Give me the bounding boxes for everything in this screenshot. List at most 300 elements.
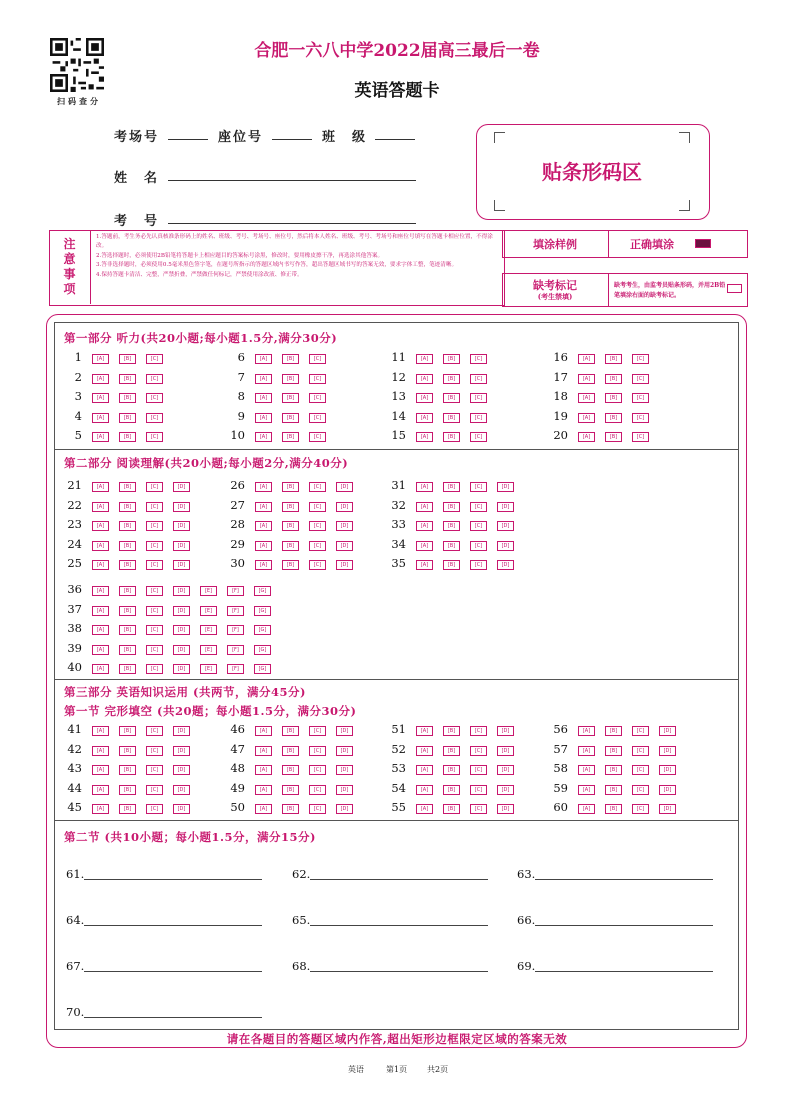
answer-bubble-d[interactable]: [D]	[497, 560, 514, 570]
answer-bubble-d[interactable]: [D]	[497, 804, 514, 814]
answer-bubble-c[interactable]: [C]	[470, 746, 487, 756]
answer-bubble-b[interactable]: [B]	[443, 393, 460, 403]
answer-bubble-b[interactable]: [B]	[119, 586, 136, 596]
answer-bubble-b[interactable]: [B]	[605, 765, 622, 775]
answer-bubble-a[interactable]: [A]	[255, 785, 272, 795]
question-number: 12	[391, 369, 406, 384]
answer-bubble-a[interactable]: [A]	[255, 393, 272, 403]
answer-bubble-c[interactable]: [C]	[632, 374, 649, 384]
question-number: 37	[67, 601, 82, 616]
answer-bubble-d[interactable]: [D]	[173, 625, 190, 635]
exam-no-label: 考 号	[114, 214, 160, 229]
answer-bubble-b[interactable]: [B]	[282, 746, 299, 756]
answer-bubble-a[interactable]: [A]	[255, 432, 272, 442]
answer-bubble-c[interactable]: [C]	[146, 354, 163, 364]
answer-bubble-b[interactable]: [B]	[443, 560, 460, 570]
fill-correct-label: 正确填涂	[630, 238, 674, 251]
answer-bubble-c[interactable]: [C]	[146, 664, 163, 674]
part3-section2-title: 第二节 (共10小题；每小题1.5分，满分15分)	[64, 830, 316, 844]
answer-bubble-c[interactable]: [C]	[146, 785, 163, 795]
answer-bubble-a[interactable]: [A]	[92, 586, 109, 596]
blank-line[interactable]	[535, 925, 713, 926]
answer-bubble-a[interactable]: [A]	[92, 645, 109, 655]
answer-bubble-c[interactable]: [C]	[632, 804, 649, 814]
answer-bubble-c[interactable]: [C]	[146, 482, 163, 492]
answer-bubble-g[interactable]: [G]	[254, 625, 271, 635]
answer-bubble-c[interactable]: [C]	[146, 804, 163, 814]
answer-bubble-c[interactable]: [C]	[470, 482, 487, 492]
answer-bubble-c[interactable]: [C]	[309, 374, 326, 384]
question-number: 7	[237, 369, 245, 384]
section-divider	[54, 449, 738, 450]
answer-bubble-a[interactable]: [A]	[92, 726, 109, 736]
blank-line[interactable]	[84, 971, 262, 972]
answer-bubble-b[interactable]: [B]	[119, 521, 136, 531]
answer-bubble-c[interactable]: [C]	[309, 393, 326, 403]
answer-bubble-c[interactable]: [C]	[146, 625, 163, 635]
answer-bubble-a[interactable]: [A]	[578, 726, 595, 736]
answer-bubble-a[interactable]: [A]	[416, 354, 433, 364]
answer-bubble-c[interactable]: [C]	[470, 521, 487, 531]
blank-line[interactable]	[535, 971, 713, 972]
answer-bubble-d[interactable]: [D]	[497, 785, 514, 795]
blank-line[interactable]	[310, 971, 488, 972]
answer-bubble-a[interactable]: [A]	[416, 765, 433, 775]
notice-item: 3.答非选择题时，必须使用0.5毫米黑色签字笔，在题号所指示的答题区域内书写作答，超出答题区域书写的答案无效，要求字体工整，笔迹清晰。	[96, 262, 458, 269]
answer-bubble-b[interactable]: [B]	[443, 521, 460, 531]
answer-bubble-d[interactable]: [D]	[173, 804, 190, 814]
answer-bubble-a[interactable]: [A]	[416, 726, 433, 736]
answer-bubble-c[interactable]: [C]	[309, 746, 326, 756]
exam-room-line[interactable]	[168, 139, 208, 140]
section-divider	[54, 679, 738, 680]
answer-bubble-d[interactable]: [D]	[336, 521, 353, 531]
answer-bubble-a[interactable]: [A]	[92, 374, 109, 384]
answer-bubble-d[interactable]: [D]	[336, 746, 353, 756]
answer-bubble-b[interactable]: [B]	[443, 765, 460, 775]
answer-bubble-b[interactable]: [B]	[282, 765, 299, 775]
answer-bubble-b[interactable]: [B]	[282, 785, 299, 795]
answer-bubble-b[interactable]: [B]	[282, 374, 299, 384]
answer-bubble-d[interactable]: [D]	[173, 664, 190, 674]
answer-bubble-a[interactable]: [A]	[578, 746, 595, 756]
answer-bubble-a[interactable]: [A]	[578, 432, 595, 442]
answer-bubble-a[interactable]: [A]	[578, 374, 595, 384]
answer-bubble-b[interactable]: [B]	[282, 482, 299, 492]
answer-bubble-a[interactable]: [A]	[416, 432, 433, 442]
answer-bubble-a[interactable]: [A]	[416, 393, 433, 403]
answer-bubble-c[interactable]: [C]	[146, 541, 163, 551]
answer-bubble-f[interactable]: [F]	[227, 645, 244, 655]
answer-bubble-b[interactable]: [B]	[605, 413, 622, 423]
answer-bubble-c[interactable]: [C]	[470, 413, 487, 423]
answer-bubble-a[interactable]: [A]	[255, 765, 272, 775]
answer-bubble-a[interactable]: [A]	[255, 804, 272, 814]
part3-title: 第三部分 英语知识运用 (共两节，满分45分)	[64, 685, 306, 699]
answer-bubble-b[interactable]: [B]	[282, 541, 299, 551]
blank-line[interactable]	[310, 925, 488, 926]
answer-bubble-a[interactable]: [A]	[416, 413, 433, 423]
question-number: 42	[67, 741, 82, 756]
answer-bubble-a[interactable]: [A]	[92, 560, 109, 570]
question-number: 49	[230, 780, 245, 795]
answer-bubble-d[interactable]: [D]	[497, 746, 514, 756]
boundary-warning: 请在各题目的答题区域内作答,超出矩形边框限定区域的答案无效	[226, 1032, 568, 1046]
answer-bubble-b[interactable]: [B]	[119, 726, 136, 736]
answer-bubble-a[interactable]: [A]	[255, 413, 272, 423]
name-line[interactable]	[168, 180, 416, 181]
answer-bubble-c[interactable]: [C]	[470, 765, 487, 775]
answer-bubble-d[interactable]: [D]	[336, 482, 353, 492]
question-number: 11	[391, 350, 406, 364]
answer-bubble-b[interactable]: [B]	[605, 354, 622, 364]
answer-bubble-a[interactable]: [A]	[578, 785, 595, 795]
answer-bubble-c[interactable]: [C]	[309, 541, 326, 551]
answer-bubble-d[interactable]: [D]	[173, 521, 190, 531]
notice-item: 2.答选择题时，必须使用2B铅笔将答题卡上相应题目的答案标号涂黑，修改时，要用橡皮擦干净，再选涂其他答案。	[96, 252, 384, 259]
question-number: 40	[67, 660, 82, 674]
answer-bubble-c[interactable]: [C]	[309, 482, 326, 492]
answer-bubble-a[interactable]: [A]	[416, 785, 433, 795]
answer-bubble-d[interactable]: [D]	[173, 746, 190, 756]
answer-bubble-a[interactable]: [A]	[92, 413, 109, 423]
answer-bubble-c[interactable]: [C]	[146, 645, 163, 655]
answer-bubble-a[interactable]: [A]	[255, 541, 272, 551]
answer-bubble-a[interactable]: [A]	[255, 354, 272, 364]
answer-bubble-c[interactable]: [C]	[146, 586, 163, 596]
answer-bubble-b[interactable]: [B]	[605, 432, 622, 442]
question-number: 50	[230, 800, 245, 814]
question-number: 32	[391, 497, 406, 512]
notice-label: 注 意 事 项	[49, 230, 91, 304]
answer-bubble-b[interactable]: [B]	[119, 560, 136, 570]
answer-bubble-c[interactable]: [C]	[309, 354, 326, 364]
question-number: 24	[67, 536, 82, 551]
answer-bubble-d[interactable]: [D]	[336, 785, 353, 795]
blank-line[interactable]	[84, 879, 262, 880]
answer-bubble-c[interactable]: [C]	[146, 502, 163, 512]
answer-bubble-b[interactable]: [B]	[443, 502, 460, 512]
answer-bubble-g[interactable]: [G]	[254, 606, 271, 616]
answer-bubble-a[interactable]: [A]	[255, 521, 272, 531]
answer-bubble-b[interactable]: [B]	[282, 413, 299, 423]
answer-bubble-a[interactable]: [A]	[416, 804, 433, 814]
answer-bubble-c[interactable]: [C]	[632, 726, 649, 736]
answer-bubble-d[interactable]: [D]	[497, 765, 514, 775]
footer-page: 第1页	[386, 1065, 408, 1074]
answer-bubble-c[interactable]: [C]	[470, 502, 487, 512]
answer-bubble-d[interactable]: [D]	[659, 785, 676, 795]
answer-bubble-a[interactable]: [A]	[92, 664, 109, 674]
answer-bubble-f[interactable]: [F]	[227, 586, 244, 596]
answer-bubble-d[interactable]: [D]	[173, 606, 190, 616]
sheet-title: 英语答题卡	[354, 81, 440, 101]
answer-bubble-b[interactable]: [B]	[119, 393, 136, 403]
answer-bubble-g[interactable]: [G]	[254, 664, 271, 674]
blank-number: 65.	[292, 913, 311, 927]
answer-bubble-d[interactable]: [D]	[336, 502, 353, 512]
question-number: 51	[391, 722, 406, 736]
answer-bubble-b[interactable]: [B]	[443, 374, 460, 384]
notice-text	[96, 233, 500, 280]
answer-bubble-b[interactable]: [B]	[119, 765, 136, 775]
answer-bubble-a[interactable]: [A]	[416, 746, 433, 756]
answer-bubble-b[interactable]: [B]	[119, 354, 136, 364]
answer-bubble-d[interactable]: [D]	[173, 726, 190, 736]
class-line[interactable]	[375, 139, 415, 140]
answer-bubble-e[interactable]: [E]	[200, 664, 217, 674]
answer-bubble-a[interactable]: [A]	[416, 560, 433, 570]
blank-line[interactable]	[535, 879, 713, 880]
answer-bubble-c[interactable]: [C]	[632, 765, 649, 775]
question-number: 58	[553, 761, 568, 775]
answer-bubble-a[interactable]: [A]	[92, 746, 109, 756]
answer-bubble-c[interactable]: [C]	[470, 432, 487, 442]
answer-bubble-c[interactable]: [C]	[309, 502, 326, 512]
answer-bubble-d[interactable]: [D]	[173, 645, 190, 655]
answer-bubble-f[interactable]: [F]	[227, 664, 244, 674]
answer-bubble-d[interactable]: [D]	[497, 502, 514, 512]
answer-bubble-b[interactable]: [B]	[605, 785, 622, 795]
answer-bubble-c[interactable]: [C]	[470, 374, 487, 384]
answer-bubble-b[interactable]: [B]	[282, 502, 299, 512]
answer-bubble-a[interactable]: [A]	[92, 606, 109, 616]
answer-bubble-c[interactable]: [C]	[632, 785, 649, 795]
answer-bubble-b[interactable]: [B]	[119, 502, 136, 512]
answer-bubble-a[interactable]: [A]	[92, 482, 109, 492]
answer-bubble-c[interactable]: [C]	[632, 432, 649, 442]
answer-bubble-a[interactable]: [A]	[92, 785, 109, 795]
answer-bubble-b[interactable]: [B]	[282, 560, 299, 570]
answer-bubble-a[interactable]: [A]	[416, 502, 433, 512]
answer-bubble-a[interactable]: [A]	[92, 432, 109, 442]
answer-bubble-a[interactable]: [A]	[416, 541, 433, 551]
answer-bubble-d[interactable]: [D]	[173, 482, 190, 492]
answer-bubble-b[interactable]: [B]	[605, 804, 622, 814]
answer-bubble-a[interactable]: [A]	[92, 541, 109, 551]
answer-bubble-b[interactable]: [B]	[443, 785, 460, 795]
answer-bubble-a[interactable]: [A]	[92, 502, 109, 512]
answer-bubble-a[interactable]: [A]	[255, 502, 272, 512]
answer-bubble-b[interactable]: [B]	[605, 726, 622, 736]
answer-bubble-b[interactable]: [B]	[443, 354, 460, 364]
answer-bubble-b[interactable]: [B]	[119, 482, 136, 492]
answer-bubble-c[interactable]: [C]	[146, 560, 163, 570]
answer-bubble-d[interactable]: [D]	[173, 541, 190, 551]
question-number: 59	[553, 780, 568, 795]
blank-line[interactable]	[84, 1017, 262, 1018]
answer-bubble-a[interactable]: [A]	[92, 765, 109, 775]
answer-bubble-b[interactable]: [B]	[282, 393, 299, 403]
answer-bubble-g[interactable]: [G]	[254, 645, 271, 655]
answer-bubble-d[interactable]: [D]	[336, 541, 353, 551]
answer-bubble-a[interactable]: [A]	[255, 482, 272, 492]
answer-bubble-a[interactable]: [A]	[578, 354, 595, 364]
question-number: 57	[553, 741, 568, 756]
answer-bubble-c[interactable]: [C]	[309, 521, 326, 531]
answer-bubble-b[interactable]: [B]	[443, 541, 460, 551]
answer-bubble-e[interactable]: [E]	[200, 606, 217, 616]
answer-bubble-c[interactable]: [C]	[146, 413, 163, 423]
answer-bubble-b[interactable]: [B]	[119, 746, 136, 756]
fill-sample-label: 填涂样例	[533, 238, 577, 251]
question-number: 8	[237, 389, 245, 403]
answer-bubble-b[interactable]: [B]	[119, 374, 136, 384]
answer-bubble-c[interactable]: [C]	[146, 521, 163, 531]
answer-bubble-a[interactable]: [A]	[255, 746, 272, 756]
answer-bubble-a[interactable]: [A]	[92, 804, 109, 814]
notice-item: 4.保持答题卡清洁、完整，严禁折叠，严禁做任何标记，严禁使用涂改液、修正带。	[96, 271, 303, 278]
answer-bubble-a[interactable]: [A]	[578, 804, 595, 814]
answer-bubble-b[interactable]: [B]	[282, 726, 299, 736]
question-number: 53	[391, 761, 406, 775]
answer-bubble-d[interactable]: [D]	[497, 541, 514, 551]
answer-bubble-b[interactable]: [B]	[443, 482, 460, 492]
answer-bubble-d[interactable]: [D]	[336, 765, 353, 775]
answer-bubble-a[interactable]: [A]	[578, 393, 595, 403]
answer-bubble-e[interactable]: [E]	[200, 645, 217, 655]
name-label: 姓 名	[114, 171, 160, 186]
answer-bubble-b[interactable]: [B]	[443, 726, 460, 736]
part3-section1-title: 第一节 完形填空 (共20题；每小题1.5分，满分30分)	[64, 704, 357, 718]
answer-bubble-b[interactable]: [B]	[119, 413, 136, 423]
answer-bubble-c[interactable]: [C]	[146, 393, 163, 403]
barcode-label: 贴条形码区	[542, 160, 642, 184]
answer-bubble-b[interactable]: [B]	[282, 354, 299, 364]
answer-bubble-d[interactable]: [D]	[173, 560, 190, 570]
answer-bubble-a[interactable]: [A]	[416, 521, 433, 531]
answer-bubble-a[interactable]: [A]	[578, 765, 595, 775]
answer-bubble-d[interactable]: [D]	[659, 804, 676, 814]
blank-number: 62.	[292, 867, 311, 881]
answer-bubble-c[interactable]: [C]	[470, 354, 487, 364]
barcode-corner	[679, 132, 690, 143]
notice-item: 1.答题前，考生务必先认真核准条形码上的姓名、班级、考号、考场号、座位号，然后将本人姓名、班级、考号、考场号和座位号填写在答题卡相应位置，不得涂改。	[96, 234, 493, 250]
answer-bubble-b[interactable]: [B]	[443, 413, 460, 423]
answer-bubble-d[interactable]: [D]	[173, 765, 190, 775]
answer-bubble-a[interactable]: [A]	[92, 625, 109, 635]
answer-bubble-b[interactable]: [B]	[605, 393, 622, 403]
answer-bubble-c[interactable]: [C]	[309, 432, 326, 442]
question-number: 19	[553, 408, 568, 423]
answer-bubble-d[interactable]: [D]	[173, 785, 190, 795]
answer-bubble-b[interactable]: [B]	[443, 746, 460, 756]
answer-bubble-c[interactable]: [C]	[632, 354, 649, 364]
answer-bubble-c[interactable]: [C]	[146, 765, 163, 775]
answer-bubble-b[interactable]: [B]	[119, 804, 136, 814]
answer-bubble-b[interactable]: [B]	[119, 625, 136, 635]
answer-bubble-d[interactable]: [D]	[173, 502, 190, 512]
answer-bubble-a[interactable]: [A]	[255, 560, 272, 570]
answer-bubble-b[interactable]: [B]	[443, 432, 460, 442]
exam-title: 合肥一六八中学2022届高三最后一卷	[254, 41, 540, 61]
answer-bubble-f[interactable]: [F]	[227, 625, 244, 635]
answer-bubble-a[interactable]: [A]	[416, 482, 433, 492]
answer-bubble-a[interactable]: [A]	[578, 413, 595, 423]
answer-bubble-b[interactable]: [B]	[119, 645, 136, 655]
answer-bubble-a[interactable]: [A]	[416, 374, 433, 384]
answer-bubble-c[interactable]: [C]	[146, 374, 163, 384]
answer-bubble-g[interactable]: [G]	[254, 586, 271, 596]
blank-line[interactable]	[84, 925, 262, 926]
answer-bubble-c[interactable]: [C]	[470, 785, 487, 795]
exam-no-line[interactable]	[168, 223, 416, 224]
answer-bubble-d[interactable]: [D]	[497, 482, 514, 492]
filled-mark-icon	[695, 239, 711, 248]
blank-line[interactable]	[310, 879, 488, 880]
question-number: 56	[553, 722, 568, 736]
answer-bubble-b[interactable]: [B]	[443, 804, 460, 814]
answer-bubble-b[interactable]: [B]	[119, 541, 136, 551]
answer-bubble-f[interactable]: [F]	[227, 606, 244, 616]
question-number: 28	[230, 517, 245, 531]
answer-bubble-c[interactable]: [C]	[470, 393, 487, 403]
answer-bubble-c[interactable]: [C]	[309, 413, 326, 423]
blank-number: 68.	[292, 959, 311, 973]
answer-bubble-b[interactable]: [B]	[282, 432, 299, 442]
answer-bubble-c[interactable]: [C]	[146, 606, 163, 616]
answer-bubble-c[interactable]: [C]	[146, 726, 163, 736]
answer-bubble-b[interactable]: [B]	[119, 785, 136, 795]
answer-bubble-d[interactable]: [D]	[659, 765, 676, 775]
question-number: 54	[391, 780, 406, 795]
absent-checkbox[interactable]	[727, 284, 742, 293]
answer-bubble-c[interactable]: [C]	[470, 541, 487, 551]
answer-bubble-d[interactable]: [D]	[336, 804, 353, 814]
answer-bubble-d[interactable]: [D]	[336, 726, 353, 736]
answer-bubble-b[interactable]: [B]	[605, 746, 622, 756]
answer-bubble-a[interactable]: [A]	[92, 393, 109, 403]
answer-bubble-d[interactable]: [D]	[497, 726, 514, 736]
question-number: 31	[391, 478, 406, 492]
seat-line[interactable]	[272, 139, 312, 140]
answer-bubble-b[interactable]: [B]	[119, 664, 136, 674]
answer-bubble-c[interactable]: [C]	[146, 432, 163, 442]
answer-bubble-d[interactable]: [D]	[659, 726, 676, 736]
answer-bubble-b[interactable]: [B]	[605, 374, 622, 384]
answer-bubble-e[interactable]: [E]	[200, 586, 217, 596]
answer-bubble-c[interactable]: [C]	[470, 804, 487, 814]
answer-bubble-b[interactable]: [B]	[119, 432, 136, 442]
answer-bubble-d[interactable]: [D]	[497, 521, 514, 531]
answer-bubble-c[interactable]: [C]	[309, 765, 326, 775]
answer-bubble-b[interactable]: [B]	[119, 606, 136, 616]
answer-bubble-c[interactable]: [C]	[470, 560, 487, 570]
answer-bubble-c[interactable]: [C]	[309, 804, 326, 814]
answer-bubble-b[interactable]: [B]	[282, 521, 299, 531]
answer-bubble-c[interactable]: [C]	[309, 560, 326, 570]
answer-bubble-d[interactable]: [D]	[336, 560, 353, 570]
answer-bubble-a[interactable]: [A]	[92, 521, 109, 531]
answer-bubble-d[interactable]: [D]	[659, 746, 676, 756]
answer-bubble-c[interactable]: [C]	[146, 746, 163, 756]
answer-bubble-e[interactable]: [E]	[200, 625, 217, 635]
question-number: 4	[74, 408, 82, 423]
answer-bubble-b[interactable]: [B]	[282, 804, 299, 814]
answer-bubble-d[interactable]: [D]	[173, 586, 190, 596]
answer-bubble-c[interactable]: [C]	[309, 785, 326, 795]
answer-bubble-a[interactable]: [A]	[255, 726, 272, 736]
answer-bubble-c[interactable]: [C]	[632, 413, 649, 423]
answer-bubble-c[interactable]: [C]	[632, 746, 649, 756]
question-number: 15	[391, 428, 406, 442]
answer-bubble-a[interactable]: [A]	[92, 354, 109, 364]
exam-room-label: 考场号	[114, 130, 160, 145]
answer-bubble-c[interactable]: [C]	[309, 726, 326, 736]
answer-bubble-c[interactable]: [C]	[470, 726, 487, 736]
answer-bubble-c[interactable]: [C]	[632, 393, 649, 403]
answer-bubble-a[interactable]: [A]	[255, 374, 272, 384]
